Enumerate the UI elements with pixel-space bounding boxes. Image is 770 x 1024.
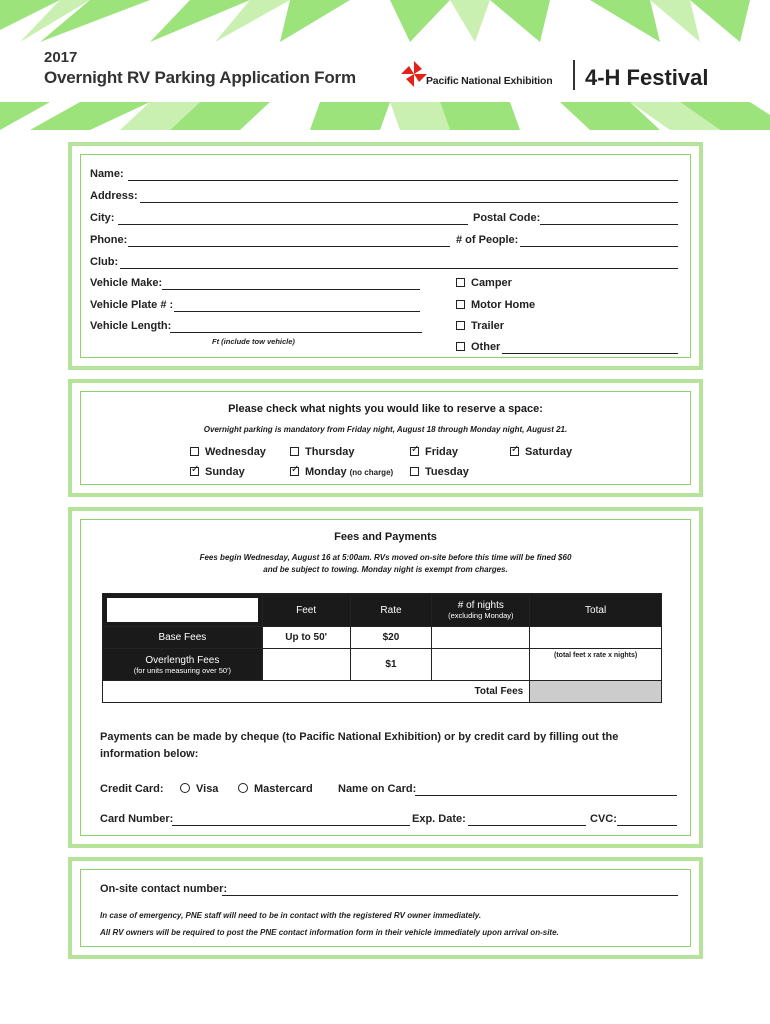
night-tuesday[interactable]: Tuesday <box>410 466 469 478</box>
fees-heading: Fees and Payments <box>334 531 437 543</box>
name-on-card-field[interactable] <box>415 795 677 796</box>
credit-card-label: Credit Card: <box>100 783 164 795</box>
vehicle-plate-label: Vehicle Plate # : <box>90 299 174 311</box>
other-checkbox[interactable] <box>456 342 465 351</box>
wednesday-checkbox[interactable] <box>190 447 199 456</box>
night-monday[interactable]: ✓ Monday (no charge) <box>290 466 393 478</box>
base-total-field[interactable] <box>530 627 662 649</box>
name-on-card-label: Name on Card: <box>338 783 417 795</box>
night-sunday[interactable]: ✓Sunday <box>190 466 245 478</box>
overlength-rate: $1 <box>350 649 432 681</box>
overlength-nights-field[interactable] <box>432 649 530 681</box>
vehicle-type-camper[interactable]: Camper <box>456 277 512 289</box>
postal-code-label: Postal Code: <box>473 212 541 224</box>
sunday-checkbox[interactable] <box>190 467 199 476</box>
contact-section <box>68 857 703 959</box>
nights-section <box>68 379 703 497</box>
onsite-contact-label: On-site contact number: <box>100 883 228 895</box>
visa-radio[interactable] <box>180 783 190 793</box>
page-title: Overnight RV Parking Application Form <box>44 68 356 87</box>
phone-field[interactable] <box>128 246 450 247</box>
nights-heading: Please check what nights you would like to reserve a space: <box>228 403 543 415</box>
vehicle-type-trailer[interactable]: Trailer <box>456 320 504 332</box>
total-fees-label: Total Fees <box>103 681 530 703</box>
club-label: Club: <box>90 256 119 268</box>
fees-corner-cell <box>103 594 263 627</box>
fees-section <box>68 507 703 848</box>
total-fees-field[interactable] <box>530 681 662 703</box>
name-field[interactable] <box>128 180 678 181</box>
city-field[interactable] <box>118 224 468 225</box>
people-count-field[interactable] <box>520 246 678 247</box>
vehicle-type-other[interactable]: Other <box>456 341 500 353</box>
vehicle-make-field[interactable] <box>162 289 420 290</box>
base-rate: $20 <box>350 627 432 649</box>
address-label: Address: <box>90 190 138 202</box>
payment-text: Payments can be made by cheque (to Pacific National Exhibition) or by credit card by filling out the information below: <box>100 731 619 760</box>
applicant-section <box>68 142 703 370</box>
friday-checkbox[interactable] <box>410 447 419 456</box>
base-nights-field[interactable] <box>432 627 530 649</box>
phone-label: Phone: <box>90 234 128 246</box>
vehicle-type-motor-home[interactable]: Motor Home <box>456 299 535 311</box>
card-number-label: Card Number: <box>100 813 174 825</box>
monday-checkbox[interactable] <box>290 467 299 476</box>
pne-pinwheel-logo-icon <box>400 60 428 88</box>
vehicle-length-label: Vehicle Length: <box>90 320 172 332</box>
vehicle-length-note: Ft (include tow vehicle) <box>212 337 295 346</box>
mastercard-option[interactable]: Mastercard <box>238 783 313 795</box>
city-label: City: <box>90 212 115 224</box>
contact-note-1: In case of emergency, PNE staff will need to be in contact with the registered RV owner immediately. <box>100 911 482 920</box>
club-field[interactable] <box>120 268 678 269</box>
motor-home-checkbox[interactable] <box>456 300 465 309</box>
col-nights: # of nights (excluding Monday) <box>432 594 530 627</box>
saturday-checkbox[interactable] <box>510 447 519 456</box>
cvc-label: CVC: <box>590 813 617 825</box>
cvc-field[interactable] <box>617 825 677 826</box>
vehicle-plate-field[interactable] <box>174 311 420 312</box>
thursday-checkbox[interactable] <box>290 447 299 456</box>
exp-date-field[interactable] <box>468 825 586 826</box>
vehicle-length-field[interactable] <box>170 332 422 333</box>
overlength-fees-label: Overlength Fees (for units measuring over 50') <box>103 649 263 681</box>
card-number-field[interactable] <box>172 825 410 826</box>
form-year: 2017 <box>44 49 78 66</box>
festival-name: 4-H Festival <box>585 65 709 90</box>
mastercard-radio[interactable] <box>238 783 248 793</box>
contact-note-2: All RV owners will be required to post the PNE contact information form in their vehicle immediately upon arrival on-site. <box>100 928 559 937</box>
fees-table <box>102 593 662 703</box>
header-divider <box>573 60 575 90</box>
people-count-label: # of People: <box>456 234 519 246</box>
night-thursday[interactable]: Thursday <box>290 446 355 458</box>
fees-note-line1: Fees begin Wednesday, August 16 at 5:00am. RVs moved on-site before this time will be fined $60 <box>199 553 572 562</box>
tuesday-checkbox[interactable] <box>410 467 419 476</box>
onsite-contact-field[interactable] <box>222 895 678 896</box>
exp-date-label: Exp. Date: <box>412 813 466 825</box>
address-field[interactable] <box>140 202 678 203</box>
overlength-feet-field[interactable] <box>262 649 350 681</box>
night-saturday[interactable]: ✓ Saturday <box>510 446 572 458</box>
postal-code-field[interactable] <box>540 224 678 225</box>
other-vehicle-field[interactable] <box>502 353 678 354</box>
org-name: Pacific National Exhibition <box>426 75 553 87</box>
col-total: Total <box>530 594 662 627</box>
col-feet: Feet <box>262 594 350 627</box>
col-rate: Rate <box>350 594 432 627</box>
base-fees-label: Base Fees <box>103 627 263 649</box>
base-feet: Up to 50' <box>262 627 350 649</box>
visa-option[interactable]: Visa <box>180 783 218 795</box>
night-friday[interactable]: ✓ Friday <box>410 446 458 458</box>
overlength-total-field[interactable]: (total feet x rate x nights) <box>530 649 662 681</box>
camper-checkbox[interactable] <box>456 278 465 287</box>
fees-note-line2: and be subject to towing. Monday night is exempt from charges. <box>263 565 508 574</box>
vehicle-make-label: Vehicle Make: <box>90 277 163 289</box>
night-wednesday[interactable]: Wednesday <box>190 446 266 458</box>
nights-note: Overnight parking is mandatory from Friday night, August 18 through Monday night, August 21. <box>203 425 568 434</box>
name-label: Name: <box>90 168 124 180</box>
trailer-checkbox[interactable] <box>456 321 465 330</box>
